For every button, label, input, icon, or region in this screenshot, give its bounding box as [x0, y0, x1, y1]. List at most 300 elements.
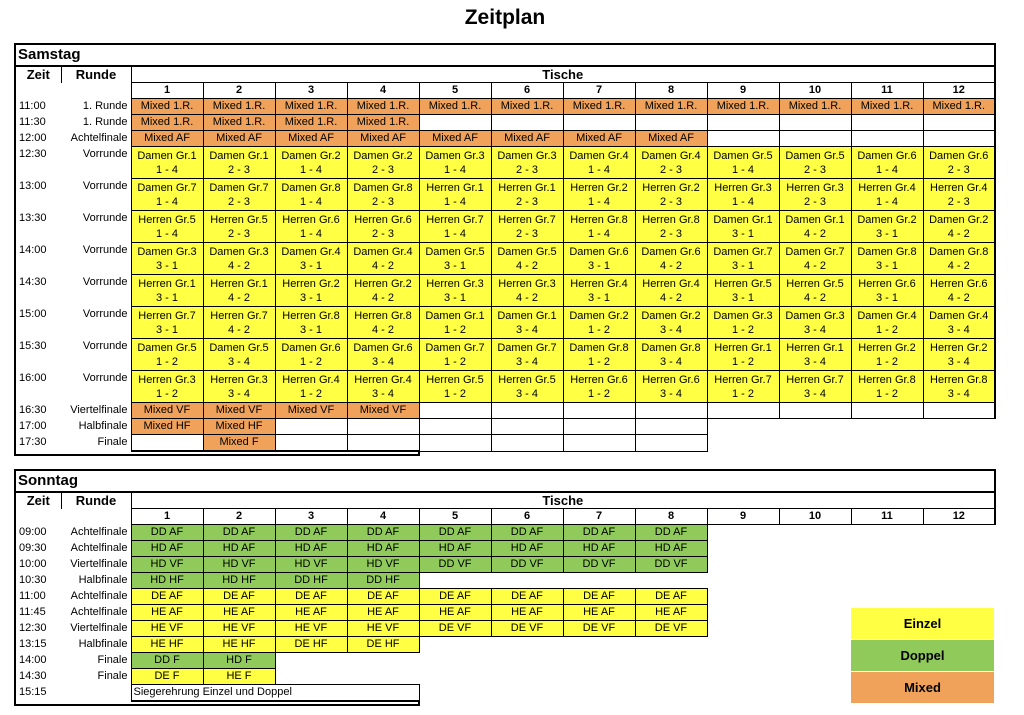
- match-cell: [203, 435, 275, 452]
- match-label: Herren Gr.7: [210, 309, 268, 322]
- match-cell: [491, 371, 563, 403]
- match-pairing: 2 - 3: [659, 227, 682, 240]
- match-label: DE AF: [583, 590, 615, 602]
- match-cell: [347, 573, 419, 589]
- match-cell: [203, 589, 275, 605]
- empty-cell: [635, 435, 707, 452]
- match-cell: [707, 371, 779, 403]
- runde-cell: Achtelfinale: [61, 605, 131, 621]
- match-cell: [203, 403, 275, 419]
- match-label: Damen Gr.2: [353, 149, 413, 162]
- match-label: Damen Gr.5: [425, 245, 485, 258]
- zeit-cell: 11:45: [15, 605, 61, 621]
- match-pairing: 1 - 2: [731, 355, 754, 368]
- match-pairing: 3 - 1: [731, 259, 754, 272]
- legend-einzel: Einzel: [851, 608, 994, 639]
- match-cell: [419, 541, 491, 557]
- match-pairing: 1 - 2: [731, 323, 754, 336]
- match-cell: [347, 403, 419, 419]
- match-label: Damen Gr.4: [569, 149, 629, 162]
- match-cell: [419, 243, 491, 275]
- match-pairing: 1 - 4: [299, 195, 322, 208]
- match-cell: [275, 307, 347, 339]
- match-cell: [923, 147, 995, 179]
- match-pairing: 3 - 4: [947, 323, 970, 336]
- match-cell: [923, 99, 995, 115]
- match-label: HE F: [226, 670, 252, 682]
- match-cell: [275, 115, 347, 131]
- match-label: HE HF: [222, 638, 256, 650]
- match-cell: [563, 339, 635, 371]
- empty-cell: [923, 131, 995, 147]
- match-pairing: 1 - 2: [443, 355, 466, 368]
- match-cell: [707, 99, 779, 115]
- match-pairing: 2 - 3: [371, 163, 394, 176]
- match-cell: [635, 589, 707, 605]
- empty-cell: [419, 403, 491, 419]
- match-pairing: 2 - 3: [803, 163, 826, 176]
- match-label: Mixed AF: [648, 132, 694, 144]
- match-cell: [635, 211, 707, 243]
- match-label: HE AF: [655, 606, 687, 618]
- match-cell: [923, 179, 995, 211]
- match-pairing: 4 - 2: [371, 259, 394, 272]
- match-cell: [419, 307, 491, 339]
- match-cell: [131, 179, 203, 211]
- match-cell: [203, 179, 275, 211]
- match-pairing: 1 - 2: [875, 355, 898, 368]
- match-label: Mixed 1.R.: [212, 100, 266, 112]
- match-pairing: 2 - 3: [803, 195, 826, 208]
- match-pairing: 3 - 4: [803, 387, 826, 400]
- zeit-cell: 12:30: [15, 621, 61, 637]
- match-cell: [707, 307, 779, 339]
- match-label: Mixed 1.R.: [140, 100, 194, 112]
- match-pairing: 3 - 1: [731, 227, 754, 240]
- zeit-cell: 10:30: [15, 573, 61, 589]
- match-cell: [563, 621, 635, 637]
- zeit-cell: 14:30: [15, 669, 61, 685]
- zeit-cell: 13:30: [15, 211, 61, 243]
- table-number: 3: [275, 509, 347, 525]
- sonntag-table-numbers: [15, 509, 995, 525]
- match-label: Damen Gr.8: [929, 245, 989, 258]
- zeit-cell: 14:00: [15, 653, 61, 669]
- match-label: Mixed 1.R.: [860, 100, 914, 112]
- match-cell: [275, 605, 347, 621]
- runde-cell: Halbfinale: [61, 637, 131, 653]
- match-cell: [851, 339, 923, 371]
- schedule-row: [15, 525, 995, 541]
- match-cell: [203, 605, 275, 621]
- empty-cell: [131, 435, 203, 452]
- match-cell: [275, 99, 347, 115]
- match-cell: [203, 557, 275, 573]
- match-cell: [707, 179, 779, 211]
- empty-cell: [491, 115, 563, 131]
- table-number: 12: [923, 83, 995, 99]
- match-label: Damen Gr.3: [137, 245, 197, 258]
- match-cell: [563, 307, 635, 339]
- match-pairing: 4 - 2: [227, 291, 250, 304]
- empty-cell: [491, 403, 563, 419]
- samstag-column-header: [15, 66, 995, 83]
- match-cell: [203, 573, 275, 589]
- match-cell: [203, 525, 275, 541]
- schedule-row: [15, 307, 995, 339]
- match-pairing: 2 - 3: [515, 195, 538, 208]
- schedule-row: [15, 637, 995, 653]
- empty-cell: [347, 435, 419, 452]
- match-pairing: 4 - 2: [947, 259, 970, 272]
- match-cell: [635, 371, 707, 403]
- match-label: Herren Gr.1: [210, 277, 268, 290]
- match-label: Damen Gr.4: [353, 245, 413, 258]
- match-label: Mixed VF: [143, 404, 191, 416]
- match-label: Damen Gr.5: [785, 149, 845, 162]
- match-cell: [635, 525, 707, 541]
- match-label: Damen Gr.7: [425, 341, 485, 354]
- match-pairing: 1 - 4: [875, 163, 898, 176]
- match-cell: [275, 557, 347, 573]
- match-cell: [779, 371, 851, 403]
- zeit-cell: 12:00: [15, 131, 61, 147]
- match-label: DD F: [154, 654, 180, 666]
- match-label: Herren Gr.8: [642, 213, 700, 226]
- match-cell: [275, 243, 347, 275]
- match-label: Damen Gr.8: [569, 341, 629, 354]
- match-cell: [851, 243, 923, 275]
- match-cell: [347, 115, 419, 131]
- match-cell: [347, 211, 419, 243]
- match-label: Damen Gr.5: [497, 245, 557, 258]
- match-cell: [923, 371, 995, 403]
- match-cell: [635, 621, 707, 637]
- match-label: Damen Gr.2: [857, 213, 917, 226]
- match-cell: [419, 275, 491, 307]
- match-label: DD AF: [294, 526, 328, 538]
- match-label: Mixed HF: [215, 420, 263, 432]
- match-cell: [203, 99, 275, 115]
- match-pairing: 1 - 4: [443, 227, 466, 240]
- match-label: Damen Gr.2: [641, 309, 701, 322]
- match-pairing: 2 - 3: [947, 195, 970, 208]
- match-label: DE VF: [510, 622, 544, 634]
- match-cell: [131, 621, 203, 637]
- match-label: Damen Gr.2: [569, 309, 629, 322]
- zeit-header: Zeit: [15, 492, 61, 509]
- match-cell: [923, 275, 995, 307]
- match-cell: [635, 541, 707, 557]
- zeit-cell: 16:00: [15, 371, 61, 403]
- match-cell: [131, 589, 203, 605]
- zeit-header: Zeit: [15, 66, 61, 83]
- match-cell: [275, 589, 347, 605]
- match-cell: [131, 371, 203, 403]
- match-cell: [563, 605, 635, 621]
- match-label: Herren Gr.7: [714, 373, 772, 386]
- empty-cell: [347, 419, 419, 435]
- match-label: Herren Gr.3: [786, 181, 844, 194]
- match-cell: [347, 147, 419, 179]
- match-cell: [563, 179, 635, 211]
- match-cell: [131, 669, 203, 685]
- match-label: HD AF: [366, 542, 400, 554]
- table-number: 5: [419, 509, 491, 525]
- match-pairing: 4 - 2: [803, 259, 826, 272]
- empty-cell: [707, 403, 779, 419]
- match-cell: [707, 211, 779, 243]
- match-cell: [563, 147, 635, 179]
- match-cell: [131, 403, 203, 419]
- match-pairing: 1 - 2: [731, 387, 754, 400]
- match-pairing: 1 - 2: [299, 387, 322, 400]
- runde-cell: Finale: [61, 669, 131, 685]
- match-cell: [923, 307, 995, 339]
- runde-cell: 1. Runde: [61, 115, 131, 131]
- match-pairing: 2 - 3: [515, 163, 538, 176]
- match-label: Herren Gr.2: [354, 277, 412, 290]
- match-pairing: 3 - 1: [299, 291, 322, 304]
- empty-area: [707, 557, 995, 573]
- match-label: Herren Gr.2: [858, 341, 916, 354]
- zeit-cell: 11:00: [15, 99, 61, 115]
- match-label: Mixed 1.R.: [500, 100, 554, 112]
- schedule-row: [15, 589, 995, 605]
- match-label: HD VF: [366, 558, 400, 570]
- match-label: Damen Gr.5: [713, 149, 773, 162]
- match-cell: [779, 211, 851, 243]
- match-label: Herren Gr.1: [498, 181, 556, 194]
- match-pairing: 3 - 4: [515, 355, 538, 368]
- match-label: Damen Gr.8: [641, 341, 701, 354]
- match-label: DE HF: [294, 638, 328, 650]
- match-label: DD AF: [438, 526, 472, 538]
- empty-cell: [635, 403, 707, 419]
- match-label: Damen Gr.6: [857, 149, 917, 162]
- match-pairing: 2 - 3: [659, 195, 682, 208]
- schedule-row: [15, 541, 995, 557]
- samstag-header-row: [15, 44, 995, 66]
- match-cell: [491, 557, 563, 573]
- match-cell: [419, 131, 491, 147]
- match-cell: [131, 605, 203, 621]
- match-cell: [563, 99, 635, 115]
- match-label: Mixed HF: [143, 420, 191, 432]
- match-label: DE AF: [655, 590, 687, 602]
- match-cell: [275, 211, 347, 243]
- match-label: Damen Gr.7: [785, 245, 845, 258]
- match-cell: [851, 99, 923, 115]
- match-cell: [419, 211, 491, 243]
- match-cell: [419, 589, 491, 605]
- match-cell: [635, 275, 707, 307]
- match-cell: [419, 339, 491, 371]
- match-cell: [203, 147, 275, 179]
- match-label: Herren Gr.4: [930, 181, 988, 194]
- schedule-row: [15, 275, 995, 307]
- match-pairing: 1 - 2: [875, 323, 898, 336]
- match-label: Herren Gr.3: [210, 373, 268, 386]
- match-label: HD F: [226, 654, 252, 666]
- match-pairing: 3 - 4: [371, 355, 394, 368]
- match-cell: [779, 179, 851, 211]
- match-label: Damen Gr.7: [209, 181, 269, 194]
- match-label: Mixed VF: [359, 404, 407, 416]
- match-cell: [203, 339, 275, 371]
- match-cell: [275, 339, 347, 371]
- runde-cell: Vorrunde: [61, 179, 131, 211]
- match-label: Mixed VF: [287, 404, 335, 416]
- bottom-edge-cell: [15, 701, 131, 705]
- match-label: Herren Gr.6: [570, 373, 628, 386]
- match-cell: [851, 147, 923, 179]
- table-number: 4: [347, 83, 419, 99]
- match-cell: [563, 557, 635, 573]
- empty-cell: [707, 131, 779, 147]
- match-label: HE AF: [439, 606, 471, 618]
- schedule-row: [15, 147, 995, 179]
- match-pairing: 1 - 4: [443, 195, 466, 208]
- zeit-cell: 14:00: [15, 243, 61, 275]
- schedule-row: [15, 243, 995, 275]
- empty-cell: [923, 403, 995, 419]
- match-cell: [131, 419, 203, 435]
- match-cell: [419, 525, 491, 541]
- match-pairing: 3 - 1: [299, 323, 322, 336]
- table-number: 8: [635, 509, 707, 525]
- match-pairing: 1 - 4: [875, 195, 898, 208]
- schedule-row: [15, 621, 995, 637]
- runde-cell: Finale: [61, 435, 131, 452]
- bottom-edge: [15, 451, 995, 455]
- match-pairing: 3 - 4: [371, 387, 394, 400]
- match-label: HD AF: [222, 542, 256, 554]
- match-label: HE AF: [367, 606, 399, 618]
- match-label: Herren Gr.8: [858, 373, 916, 386]
- match-label: Damen Gr.4: [641, 149, 701, 162]
- match-label: Herren Gr.3: [426, 277, 484, 290]
- match-label: DE AF: [223, 590, 255, 602]
- match-cell: [491, 589, 563, 605]
- match-cell: [131, 131, 203, 147]
- match-cell: [131, 243, 203, 275]
- empty-cell: [491, 419, 563, 435]
- match-cell: [635, 557, 707, 573]
- runde-cell: Vorrunde: [61, 211, 131, 243]
- match-label: Herren Gr.7: [138, 309, 196, 322]
- sonntag-column-header: [15, 492, 995, 509]
- match-cell: [347, 637, 419, 653]
- match-cell: [779, 99, 851, 115]
- match-label: Herren Gr.4: [642, 277, 700, 290]
- match-cell: [491, 339, 563, 371]
- schedule-row: [15, 573, 995, 589]
- match-label: HE VF: [222, 622, 256, 634]
- match-label: Damen Gr.1: [209, 149, 269, 162]
- match-cell: [563, 541, 635, 557]
- match-label: Mixed 1.R.: [716, 100, 770, 112]
- zeit-cell: 15:00: [15, 307, 61, 339]
- match-pairing: 4 - 2: [227, 323, 250, 336]
- empty-area: [419, 573, 995, 589]
- match-label: DD AF: [222, 526, 256, 538]
- match-label: Damen Gr.1: [425, 309, 485, 322]
- match-label: HD AF: [150, 542, 184, 554]
- empty-cell: [851, 115, 923, 131]
- match-pairing: 3 - 4: [659, 355, 682, 368]
- match-cell: [131, 557, 203, 573]
- runde-header: Runde: [61, 66, 131, 83]
- match-label: DE VF: [438, 622, 472, 634]
- match-label: Herren Gr.2: [930, 341, 988, 354]
- match-label: HE VF: [294, 622, 328, 634]
- match-label: Herren Gr.8: [354, 309, 412, 322]
- match-label: Herren Gr.4: [858, 181, 916, 194]
- match-label: Herren Gr.6: [354, 213, 412, 226]
- spacer: [15, 83, 61, 99]
- match-label: Herren Gr.5: [138, 213, 196, 226]
- match-cell: [491, 179, 563, 211]
- match-label: HE VF: [150, 622, 184, 634]
- match-label: Mixed AF: [576, 132, 622, 144]
- match-label: Herren Gr.4: [282, 373, 340, 386]
- empty-cell: [779, 115, 851, 131]
- page-title: Zeitplan: [464, 6, 546, 29]
- match-cell: [491, 621, 563, 637]
- samstag-label: Samstag: [15, 44, 995, 66]
- match-cell: [275, 179, 347, 211]
- match-label: DE AF: [151, 590, 183, 602]
- match-cell: [923, 211, 995, 243]
- match-cell: [491, 541, 563, 557]
- match-label: Herren Gr.7: [498, 213, 556, 226]
- match-label: Mixed 1.R.: [140, 116, 194, 128]
- empty-cell: [779, 403, 851, 419]
- runde-cell: Viertelfinale: [61, 557, 131, 573]
- match-cell: [923, 243, 995, 275]
- table-number: 9: [707, 83, 779, 99]
- match-pairing: 3 - 1: [299, 259, 322, 272]
- match-cell: [275, 403, 347, 419]
- match-cell: [275, 131, 347, 147]
- match-cell: [203, 243, 275, 275]
- runde-cell: Achtelfinale: [61, 589, 131, 605]
- empty-cell: [419, 115, 491, 131]
- bottom-edge-cell: [131, 701, 419, 705]
- match-label: DD VF: [582, 558, 616, 570]
- match-cell: [203, 669, 275, 685]
- schedule-row: [15, 339, 995, 371]
- match-pairing: 2 - 3: [227, 227, 250, 240]
- match-cell: [491, 243, 563, 275]
- match-cell: [275, 573, 347, 589]
- match-label: DE VF: [654, 622, 688, 634]
- match-pairing: 1 - 4: [587, 227, 610, 240]
- match-cell: [635, 307, 707, 339]
- match-cell: [563, 589, 635, 605]
- match-cell: [635, 99, 707, 115]
- match-pairing: 4 - 2: [515, 259, 538, 272]
- match-label: HD AF: [294, 542, 328, 554]
- table-number: 7: [563, 509, 635, 525]
- match-label: Mixed AF: [504, 132, 550, 144]
- table-number: 2: [203, 509, 275, 525]
- match-cell: [851, 307, 923, 339]
- match-label: Herren Gr.7: [426, 213, 484, 226]
- empty-cell: [275, 435, 347, 452]
- match-pairing: 1 - 4: [155, 195, 178, 208]
